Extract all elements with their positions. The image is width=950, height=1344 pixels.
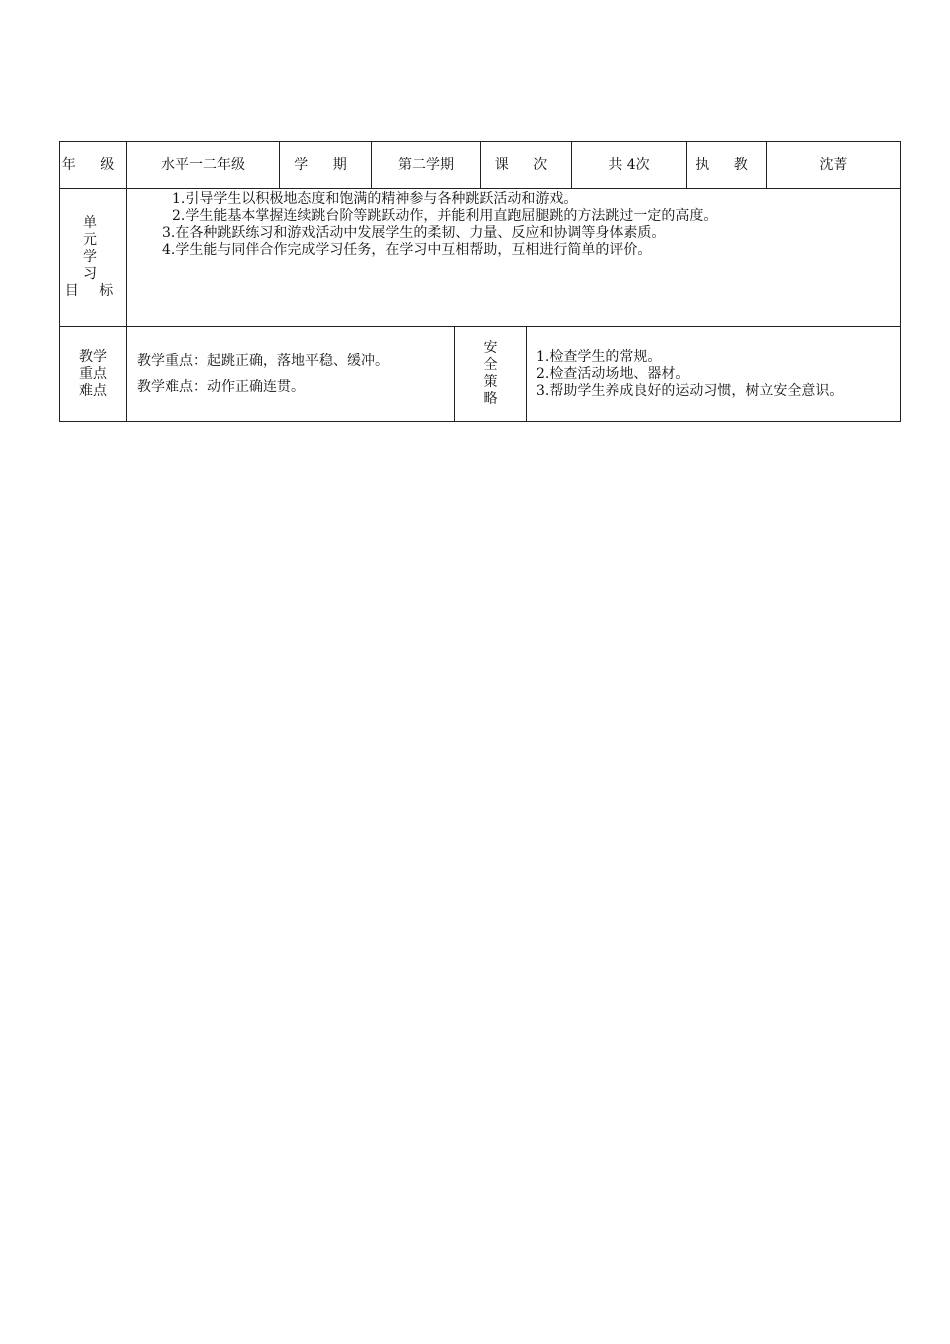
safety-label-char: 全: [483, 357, 498, 373]
header-row: [60, 142, 901, 189]
focus-safety-row: [60, 327, 901, 422]
teaching-difficulty: 教学难点：动作正确连贯。: [137, 379, 305, 395]
key-points-content: [127, 327, 455, 422]
goal-item: 4.学生能与同伴合作完成学习任务，在学习中互相帮助，互相进行简单的评价。: [162, 242, 652, 258]
term-value: 第二学期: [372, 142, 481, 189]
term-label: 学 期: [280, 142, 372, 189]
key-points-label: [60, 327, 127, 422]
teacher-label: 执 教: [687, 142, 767, 189]
safety-item: 2.检查活动场地、器材。: [536, 365, 690, 382]
unit-goals-label-line: 单 元: [83, 215, 115, 248]
safety-label-char: 略: [483, 391, 498, 407]
key-points-label-line: 教学: [79, 348, 107, 365]
unit-goals-content: [127, 189, 901, 327]
goal-item: 3.在各种跳跃练习和游戏活动中发展学生的柔韧、力量、反应和协调等身体素质。: [162, 225, 666, 241]
key-points-label-line: 重点: [79, 365, 107, 382]
safety-item: 3.帮助学生养成良好的运动习惯，树立安全意识。: [536, 382, 844, 399]
teacher-value: 沈菁: [767, 142, 901, 189]
goal-item: 2.学生能基本掌握连续跳台阶等跳跃动作，并能利用直跑屈腿跳的方法跳过一定的高度。: [172, 208, 718, 224]
focus-safety-table: [59, 326, 901, 422]
safety-content: [527, 327, 901, 422]
lesson-label: 课 次: [481, 142, 572, 189]
safety-label-char: 策: [483, 374, 498, 390]
unit-goals-label-line: 学 习: [83, 249, 115, 282]
safety-label-char: 安: [483, 340, 498, 356]
teaching-focus: 教学重点：起跳正确，落地平稳、缓冲。: [137, 353, 389, 369]
unit-goals-row: [60, 189, 901, 327]
safety-label: [455, 327, 527, 422]
goal-item: 1.引导学生以积极地态度和饱满的精神参与各种跳跃活动和游戏。: [172, 191, 578, 207]
grade-value: 水平一二年级: [127, 142, 280, 189]
unit-info-table: [59, 141, 901, 327]
lesson-plan-sheet: [59, 141, 900, 422]
safety-item: 1.检查学生的常规。: [536, 348, 662, 365]
lesson-value: 共 4次: [572, 142, 687, 189]
unit-goals-label: [60, 189, 127, 327]
unit-goals-label-line: 目 标: [64, 283, 122, 299]
grade-label: 年 级: [60, 142, 127, 189]
key-points-label-line: 难点: [79, 382, 107, 399]
